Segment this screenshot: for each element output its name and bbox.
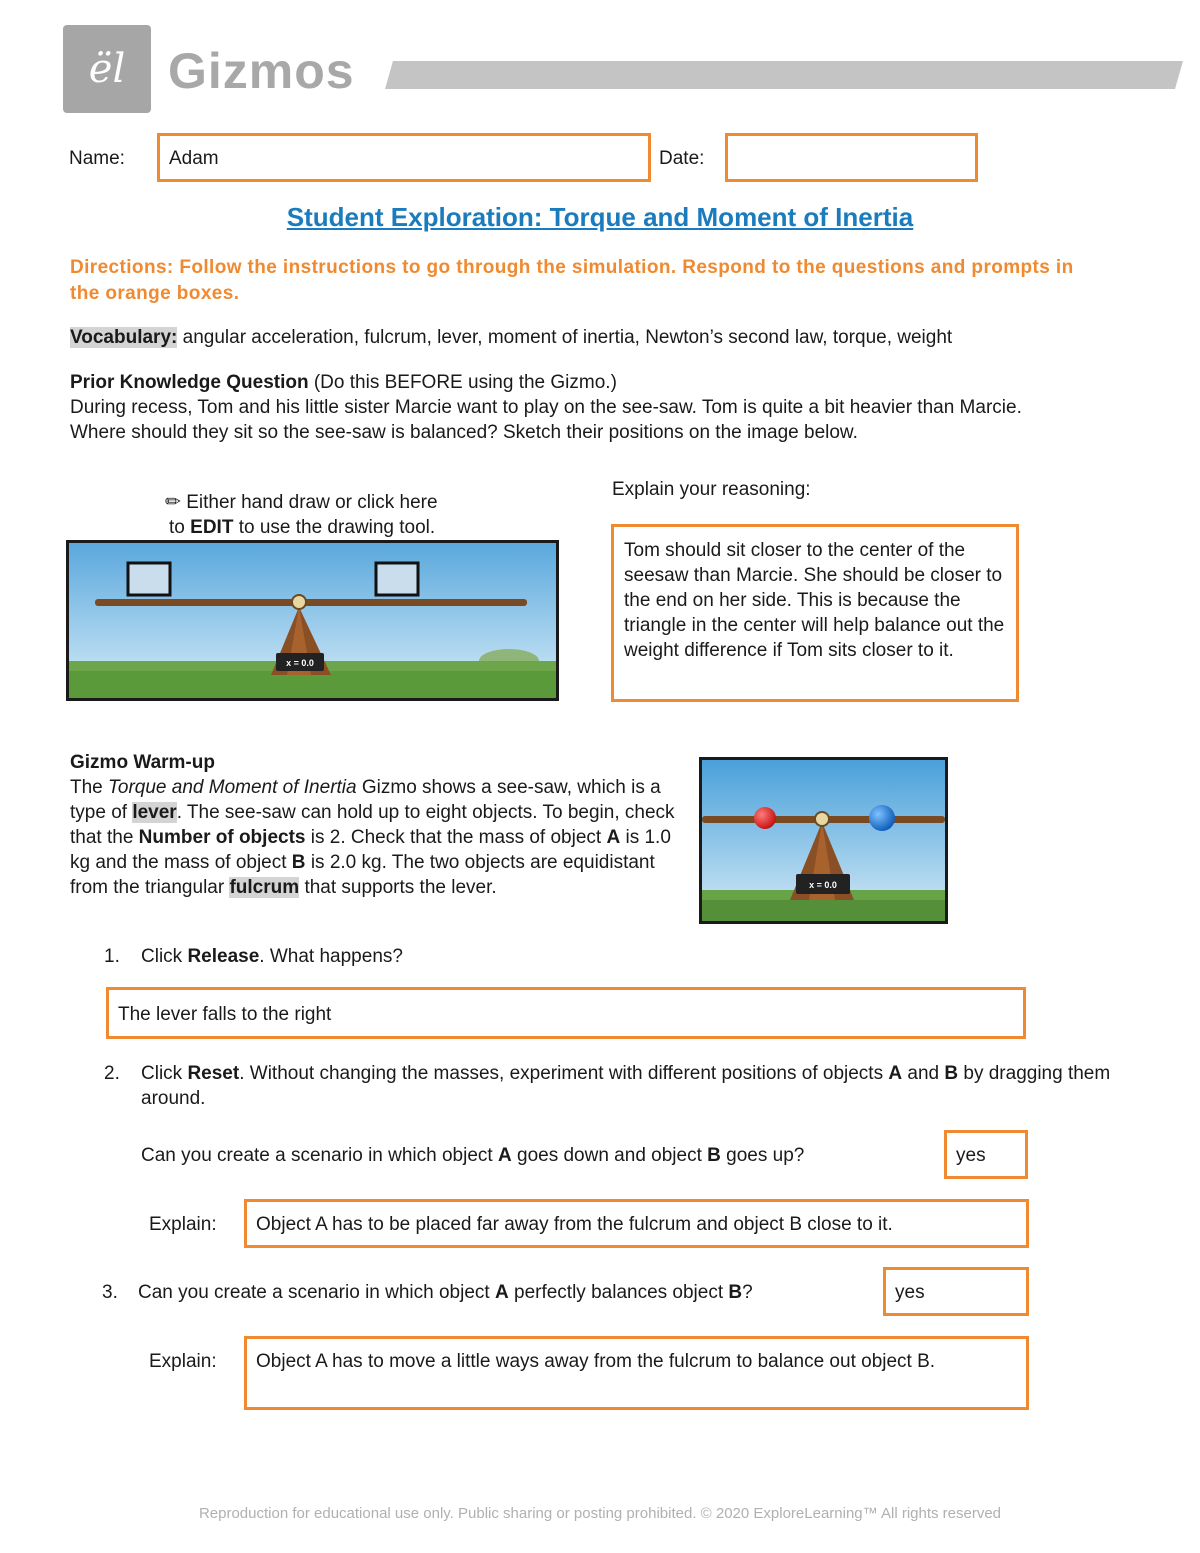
warmup-paragraph: The Torque and Moment of Inertia Gizmo shows a see-saw, which is a type of lever. The see-saw can hold up to eight objects. To begin, check that the Number of objects is 2. Check that the mass of object A is 1.0 kg and the mass of object B is 2.0 kg. The two objects are equidistant from the triangular fulcrum that supports the lever. xyxy=(70,777,675,898)
q2-number: 2. xyxy=(104,1063,120,1084)
object-a-ball xyxy=(754,807,776,829)
q2-yesno-box[interactable] xyxy=(944,1130,1028,1179)
q3-explain-box[interactable] xyxy=(244,1336,1029,1410)
prior-text: During recess, Tom and his little sister Marcie want to play on the see-saw. Tom is quite a bit heavier than Marcie. Where should they sit so the see-saw is balanced? Sketch their positions on the image below. xyxy=(70,397,1022,443)
q3-yesno-answer: yes xyxy=(895,1282,925,1303)
q2-explain-label: Explain: xyxy=(149,1214,217,1235)
q3-explain-label: Explain: xyxy=(149,1351,217,1372)
prior-heading-line xyxy=(70,370,1130,395)
q1-answer-box[interactable] xyxy=(106,987,1026,1039)
gizmos-logo-icon: ël xyxy=(63,25,151,113)
gizmo-seesaw-image xyxy=(699,757,948,924)
draw-hint-line2: to EDIT to use the drawing tool. xyxy=(169,517,436,538)
name-label: Name: xyxy=(69,148,125,169)
brand-name: Gizmos xyxy=(168,43,355,99)
vocabulary-terms: angular acceleration, fulcrum, lever, moment of inertia, Newton’s second law, torque, weight xyxy=(182,327,953,348)
directions: Directions: Follow the instructions to go through the simulation. Respond to the questions and prompts in the orange boxes. xyxy=(70,257,1074,304)
q2-yesno-answer: yes xyxy=(956,1145,986,1166)
draw-hint-line1: ✏ Either hand draw or click here xyxy=(165,492,438,513)
q2-prompt: Click Reset. Without changing the masses, experiment with different positions of objects A and B by dragging them around. xyxy=(141,1063,1111,1109)
seat-box-left xyxy=(128,563,170,595)
warmup-heading: Gizmo Warm-up xyxy=(70,752,215,773)
gizmo-fulcrum-label: x = 0.0 xyxy=(809,880,837,890)
seesaw-lever xyxy=(95,599,527,606)
q3-prompt: Can you create a scenario in which object A perfectly balances object B? xyxy=(138,1282,753,1303)
q1-prompt: Click Release. What happens? xyxy=(141,946,403,967)
page-title: Student Exploration: Torque and Moment of Inertia xyxy=(286,202,914,232)
reasoning-answer: Tom should sit closer to the center of the seesaw than Marcie. She should be closer to the end on her side. This is because the triangle in the center will help balance out the weight difference if Tom sits closer to it. xyxy=(624,540,1005,661)
header-bar xyxy=(385,61,1183,89)
fulcrum-position-label: x = 0.0 xyxy=(286,658,314,668)
name-field[interactable] xyxy=(157,133,651,182)
date-label: Date: xyxy=(659,148,705,169)
q2-subquestion: Can you create a scenario in which object A goes down and object B goes up? xyxy=(141,1145,805,1166)
edit-link[interactable]: EDIT xyxy=(190,517,234,538)
footer-copyright: Reproduction for educational use only. Public sharing or posting prohibited. © 2020 ExploreLearning™ All rights reserved xyxy=(198,1505,1002,1522)
q2-explain-box[interactable] xyxy=(244,1199,1029,1248)
vocabulary xyxy=(70,325,1130,350)
reasoning-answer-box[interactable] xyxy=(611,524,1019,702)
seat-box-right xyxy=(376,563,418,595)
q1-number: 1. xyxy=(104,946,120,967)
name-value: Adam xyxy=(169,148,219,169)
q3-number: 3. xyxy=(102,1282,118,1303)
q3-explain-answer: Object A has to move a little ways away from the fulcrum to balance out object B. xyxy=(256,1351,936,1372)
date-field[interactable] xyxy=(725,133,978,182)
q2-explain-answer: Object A has to be placed far away from the fulcrum and object B close to it. xyxy=(256,1214,893,1235)
object-b-ball xyxy=(869,805,895,831)
q3-yesno-box[interactable] xyxy=(883,1267,1029,1316)
seesaw-sketch-image[interactable] xyxy=(66,540,559,701)
vocabulary-label: Vocabulary: xyxy=(70,327,178,348)
date-value xyxy=(728,136,975,154)
prior-heading: Prior Knowledge Question xyxy=(70,372,309,393)
q1-answer: The lever falls to the right xyxy=(118,1004,332,1025)
prior-heading-note: (Do this BEFORE using the Gizmo.) xyxy=(313,372,617,393)
draw-hint[interactable] xyxy=(165,490,485,540)
explain-reasoning-label: Explain your reasoning: xyxy=(612,479,811,500)
